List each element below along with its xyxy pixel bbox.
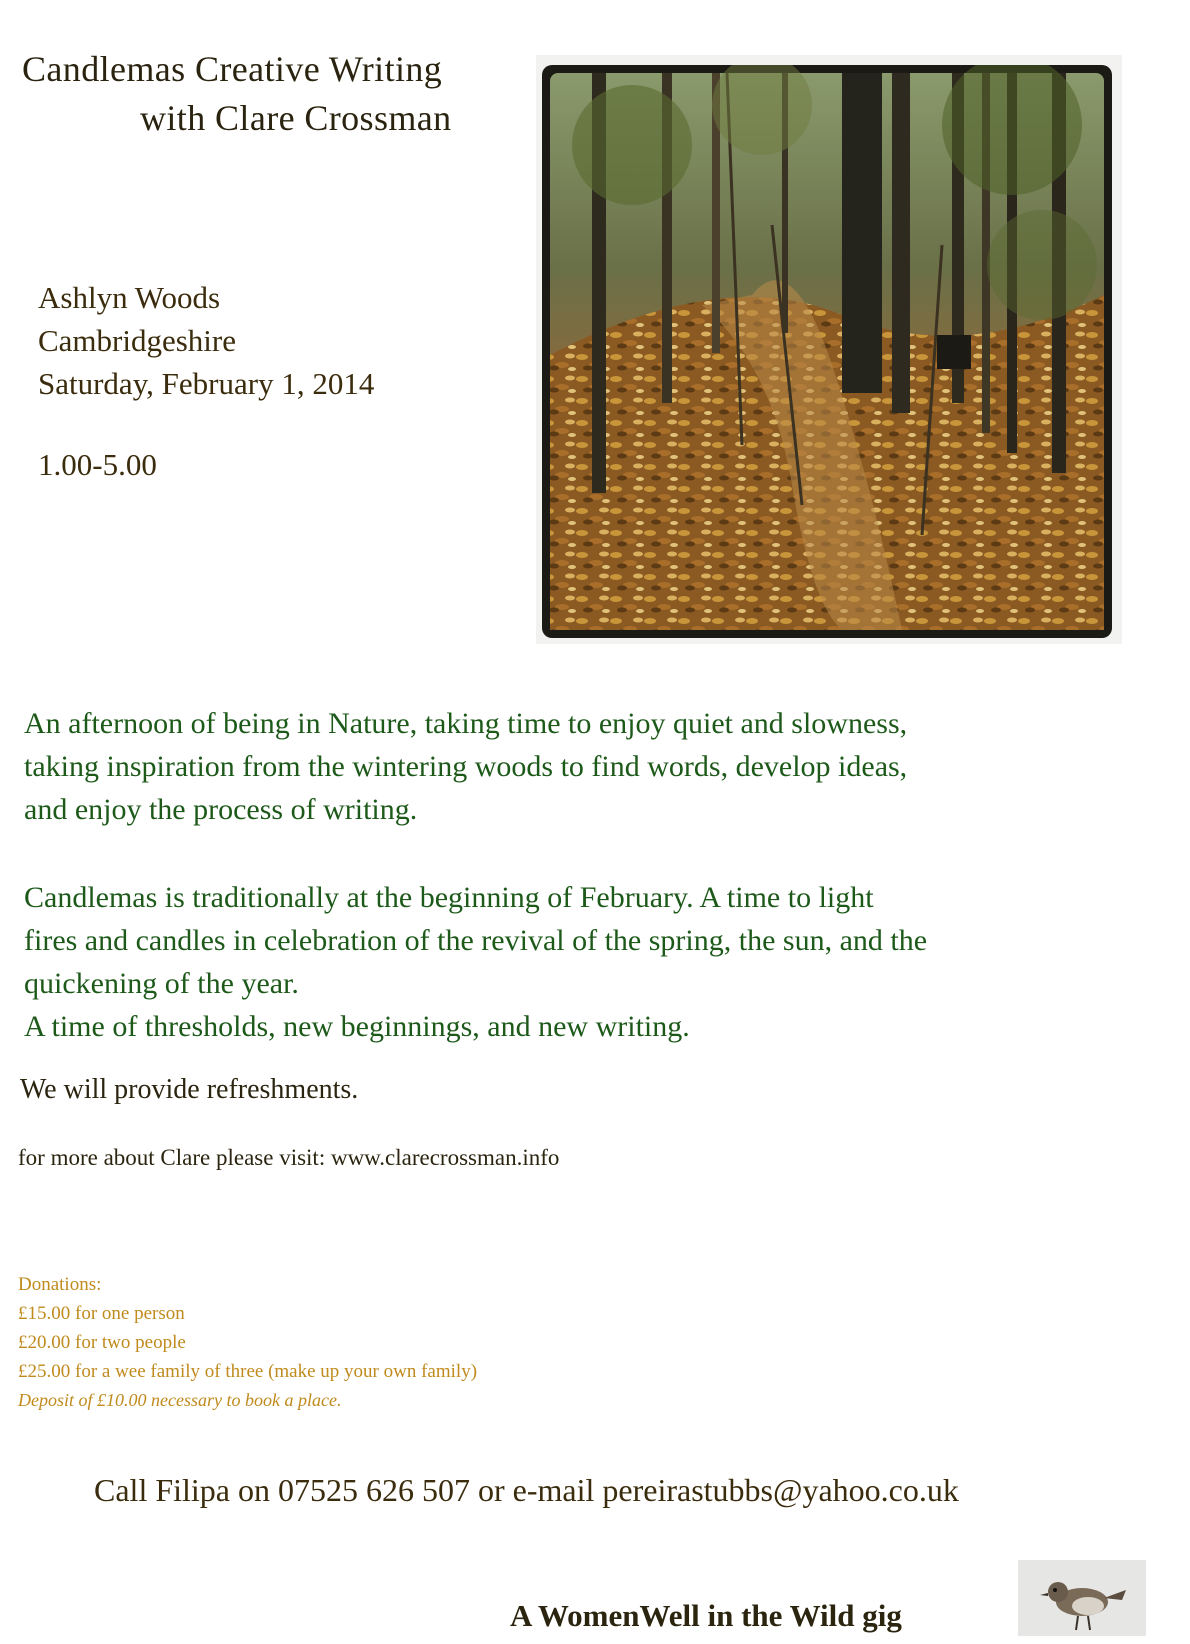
intro-paragraph [24, 702, 1174, 831]
event-time: 1.00-5.00 [38, 447, 157, 482]
refreshments-note: We will provide refreshments. [20, 1074, 359, 1105]
contact-line[interactable]: Call Filipa on 07525 626 507 or e-mail pereirastubbs@yahoo.co.uk [94, 1472, 959, 1508]
donations-heading: Donations: [18, 1274, 102, 1295]
event-location: Ashlyn Woods [38, 280, 221, 315]
candlemas-line: fires and candles in celebration of the revival of the spring, the sun, and the [24, 924, 928, 957]
event-details [38, 276, 374, 486]
donation-item: £15.00 for one person [18, 1303, 185, 1324]
poster-title-line2: with Clare Crossman [140, 98, 452, 138]
event-county: Cambridgeshire [38, 323, 237, 358]
bird-image [1018, 1560, 1146, 1636]
intro-line: and enjoy the process of writing. [24, 793, 418, 826]
intro-line: taking inspiration from the wintering woods to find words, develop ideas, [24, 750, 908, 783]
candlemas-line: quickening of the year. [24, 967, 299, 1000]
donations-list [18, 1270, 477, 1415]
donation-item: £25.00 for a wee family of three (make up your own family) [18, 1361, 478, 1382]
bird-icon [1018, 1560, 1146, 1636]
event-date: Saturday, February 1, 2014 [38, 366, 375, 401]
candlemas-line: A time of thresholds, new beginnings, and new writing. [24, 1010, 690, 1043]
woodland-photo-icon [542, 65, 1112, 638]
woodland-photo [542, 65, 1112, 638]
poster-title-line1: Candlemas Creative Writing [22, 49, 443, 89]
deposit-note: Deposit of £10.00 necessary to book a place. [18, 1390, 342, 1410]
website-link[interactable]: for more about Clare please visit: www.clarecrossman.info [18, 1145, 560, 1170]
candlemas-paragraph [24, 876, 1174, 1048]
intro-line: An afternoon of being in Nature, taking time to enjoy quiet and slowness, [24, 707, 908, 740]
donation-item: £20.00 for two people [18, 1332, 186, 1353]
gig-tagline: A WomenWell in the Wild gig [510, 1598, 902, 1633]
candlemas-line: Candlemas is traditionally at the beginning of February. A time to light [24, 881, 874, 914]
